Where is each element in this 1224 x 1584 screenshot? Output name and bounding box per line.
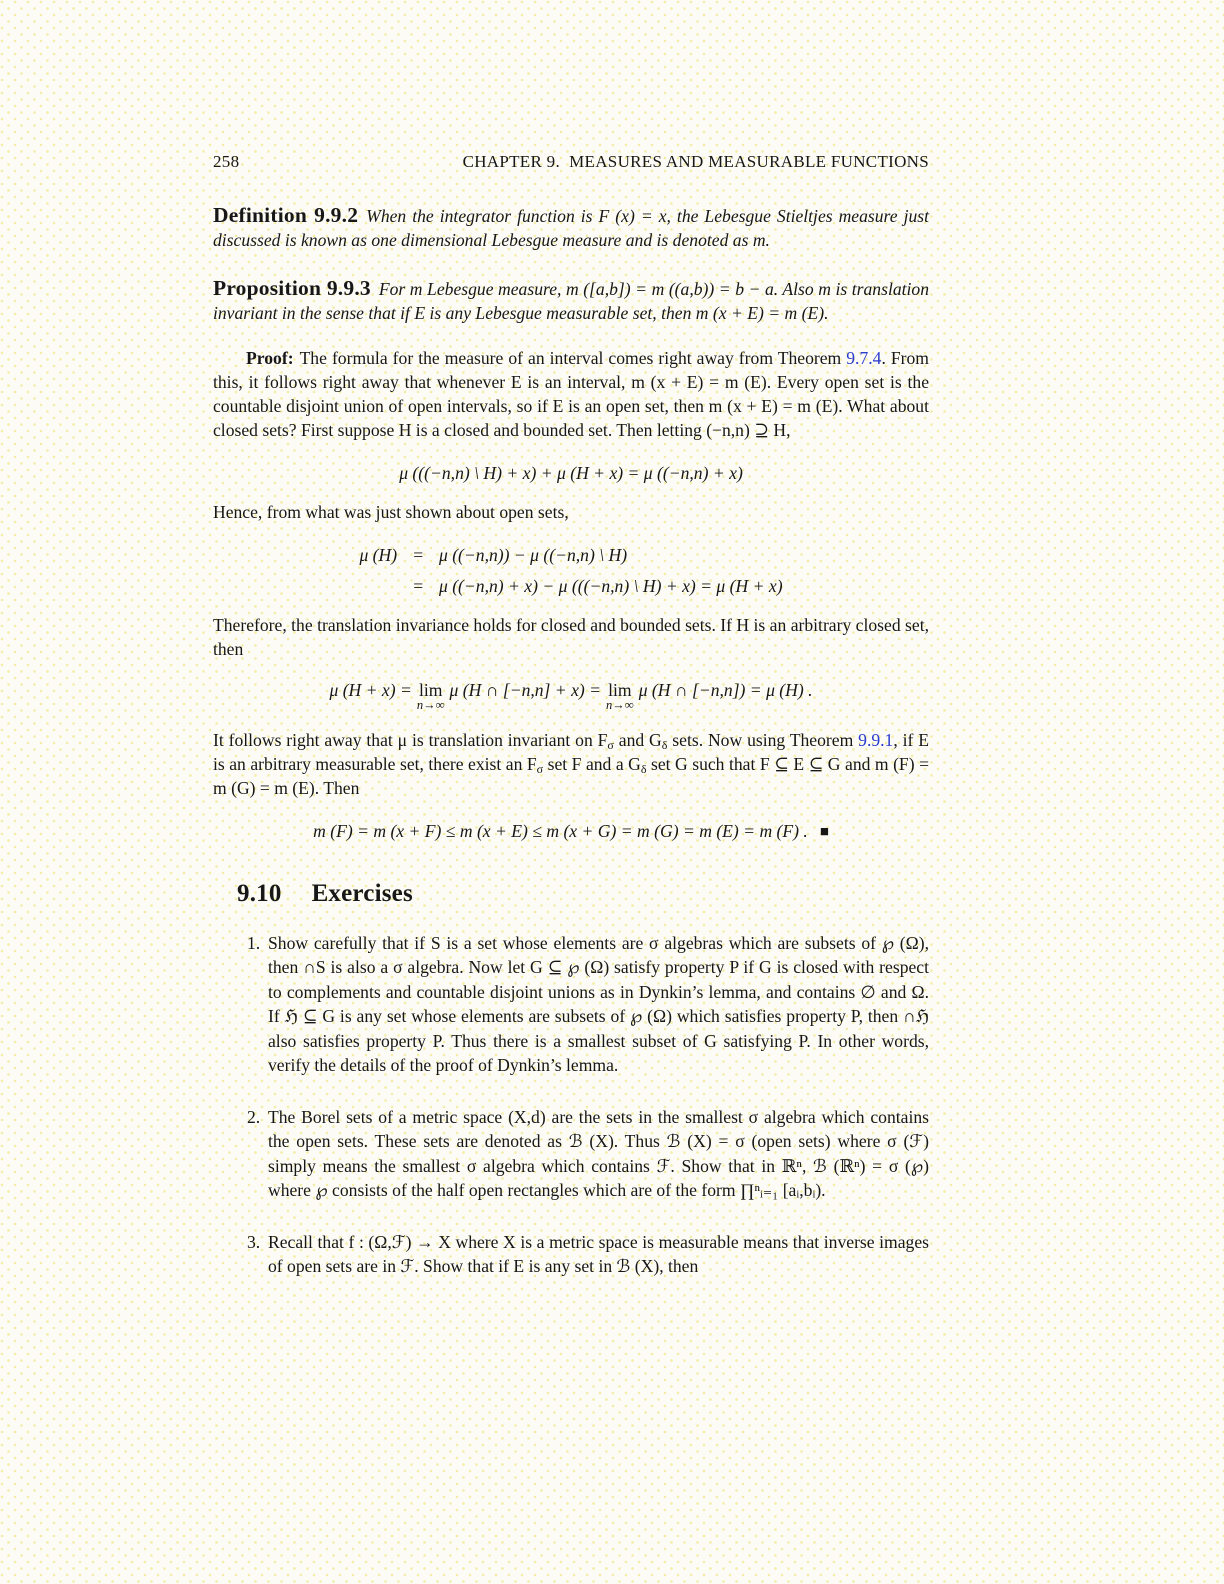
section-number: 9.10	[237, 879, 282, 907]
aligned-eq-rhs-1: μ ((−n,n)) − μ ((−n,n) \ H)	[438, 545, 628, 565]
limit-operator-2	[606, 681, 634, 713]
hence-paragraph: Hence, from what was just shown about open sets,	[213, 502, 569, 522]
proof-paragraph	[213, 346, 929, 442]
exercise-number-3: 3.	[247, 1231, 261, 1252]
equation-open-sets	[213, 461, 929, 485]
definition-label: Definition 9.9.2	[213, 203, 359, 227]
limit-subscript-1: n→∞	[416, 698, 445, 713]
therefore-paragraph: Therefore, the translation invariance holds for closed and bounded sets. If H is an arbitrary closed set, then	[213, 615, 929, 659]
aligned-eq-rel-1: =	[412, 545, 424, 565]
page-content	[213, 150, 929, 1279]
section-heading-exercises	[237, 879, 929, 907]
theorem-ref-9-9-1[interactable]: 9.9.1	[858, 729, 894, 750]
exercise-item-2	[247, 1105, 929, 1203]
proposition-body: For m Lebesgue measure, m ([a,b]) = m ((a,b)) = b − a. Also m is translation invariant in the sense that if E is any Lebesgue measurable set, then m (x + E) = m (E).	[213, 279, 930, 323]
limit-subscript-2: n→∞	[606, 698, 634, 713]
limit-operator-1	[417, 681, 445, 713]
follows-text-3: sets. Now using Theorem	[667, 729, 859, 750]
theorem-ref-9-7-4[interactable]: 9.7.4	[846, 348, 882, 368]
proof-text-after-link: . From this, it follows right away that whenever E is an interval, m (x + E) = m (E). Every open set is the countable disjoint union of open intervals, so if E is an open set, then m (x + E) = m (E). What about closed sets? First suppose H is a closed and bounded set. Then letting (−n,n) ⊇ H,	[213, 348, 929, 440]
proof-label: Proof:	[246, 348, 294, 368]
exercise-item-1	[247, 931, 929, 1078]
follows-text-5: set F and a G	[543, 753, 641, 774]
equation-aligned	[213, 543, 929, 598]
proposition-9-9-3	[213, 276, 929, 325]
aligned-eq-lhs: μ (H)	[359, 545, 398, 565]
definition-9-9-2	[213, 203, 929, 252]
follows-paragraph	[213, 728, 929, 800]
sigma-subscript-1: σ	[607, 737, 614, 752]
proof-text-before-link: The formula for the measure of an interval comes right away from Theorem	[299, 348, 847, 368]
equation-limit	[213, 678, 929, 713]
limit-eq-post: μ (H ∩ [−n,n]) = μ (H) .	[638, 680, 813, 700]
definition-body: When the integrator function is F (x) = x, the Lebesgue Stieltjes measure just discussed is known as one dimensional Lebesgue measure and is denoted as m.	[213, 206, 929, 250]
qed-square: ■	[819, 823, 829, 840]
equation-final	[213, 819, 929, 845]
exercise-text-3: Recall that f : (Ω,ℱ) → X where X is a metric space is measurable means that inverse images of open sets are in ℱ. Show that if E is any set in ℬ (X), then	[268, 1231, 929, 1277]
limit-label-1: lim	[418, 680, 443, 700]
chapter-header: CHAPTER 9. MEASURES AND MEASURABLE FUNCTIONS	[462, 152, 929, 171]
exercise-number-2: 2.	[247, 1106, 261, 1127]
aligned-eq-rel-2: =	[412, 576, 424, 596]
follows-text-2: and G	[613, 729, 662, 750]
exercise-text-2: The Borel sets of a metric space (X,d) are the sets in the smallest σ algebra which contains the open sets. These sets are denoted as ℬ (X). Thus ℬ (X) = σ (open sets) where σ (ℱ) simply means the smallest σ algebra which contains ℱ. Show that in ℝⁿ, ℬ (ℝⁿ) = σ (℘) where ℘ consists of the half open rectangles which are of the form ∏ⁿᵢ₌₁ [aᵢ,bᵢ).	[268, 1106, 929, 1201]
aligned-equation-grid	[359, 543, 782, 598]
final-eq-text: m (F) = m (x + F) ≤ m (x + E) ≤ m (x + G) = m (G) = m (E) = m (F) .	[313, 820, 808, 841]
proposition-label: Proposition 9.9.3	[213, 276, 371, 300]
exercise-item-3	[247, 1230, 929, 1279]
follows-text-6: set G such that F ⊆ E ⊆ G and m (F) = m (G) = m (E). Then	[213, 753, 929, 798]
follows-text-4: , if E is an arbitrary measurable set, there exist an F	[213, 729, 929, 774]
delta-subscript-1: δ	[661, 737, 668, 752]
exercise-text-1: Show carefully that if S is a set whose elements are σ algebras which are subsets of ℘ (Ω), then ∩S is also a σ algebra. Now let G ⊆ ℘ (Ω) satisfy property P if G is closed with respect to complements and countable disjoint unions as in Dynkin’s lemma, and contains ∅ and Ω. If ℌ ⊆ G is any set whose elements are subsets of ℘ (Ω) which satisfies property P, then ∩ℌ also satisfies property P. Thus there is a smallest subset of G satisfying P. In other words, verify the details of the proof of Dynkin’s lemma.	[268, 932, 929, 1076]
limit-eq-pre: μ (H + x) =	[329, 680, 412, 700]
limit-eq-mid: μ (H ∩ [−n,n] + x) =	[449, 680, 602, 700]
page-number: 258	[213, 152, 240, 171]
limit-label-2: lim	[608, 680, 632, 700]
sigma-subscript-2: σ	[536, 761, 544, 776]
running-header	[213, 150, 929, 174]
section-title: Exercises	[311, 879, 413, 907]
aligned-eq-lhs-empty	[359, 574, 397, 598]
delta-subscript-2: δ	[640, 761, 647, 776]
equation-open-sets-text: μ (((−n,n) \ H) + x) + μ (H + x) = μ ((−n,n) + x)	[399, 463, 743, 483]
aligned-eq-rhs-2: μ ((−n,n) + x) − μ (((−n,n) \ H) + x) = μ (H + x)	[438, 576, 783, 596]
exercise-number-1: 1.	[247, 932, 261, 953]
follows-text-1: It follows right away that μ is translation invariant on F	[213, 729, 608, 750]
